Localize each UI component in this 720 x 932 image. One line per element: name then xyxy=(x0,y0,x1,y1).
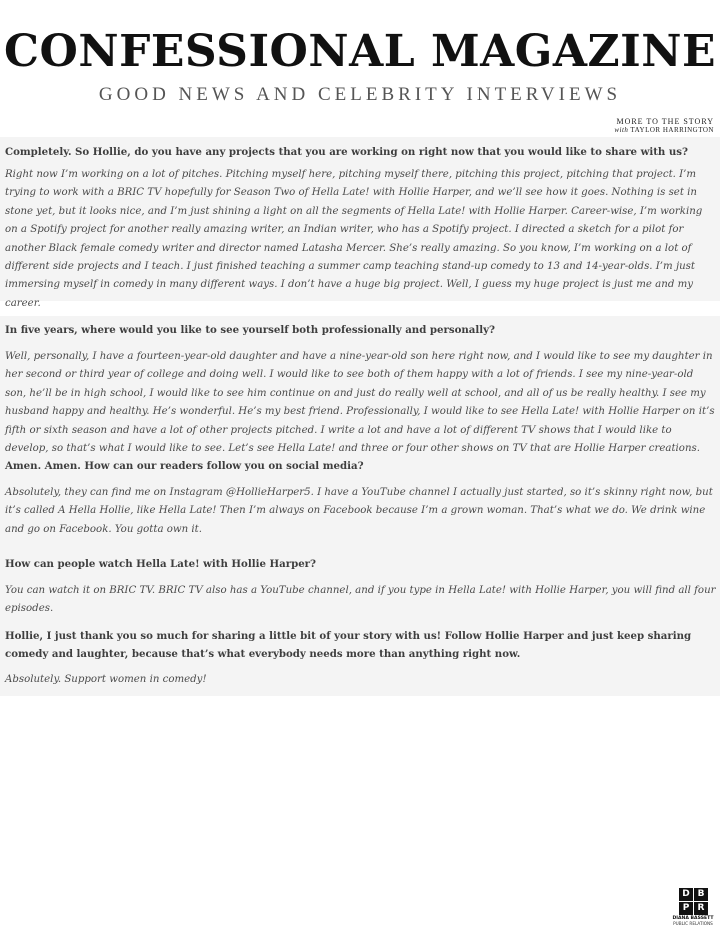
question-social-media: Amen. Amen. How can our readers follow you on social media? xyxy=(5,460,364,472)
dbpr-logo xyxy=(672,888,714,926)
magazine-subtitle: GOOD NEWS AND CELEBRITY INTERVIEWS xyxy=(98,84,622,105)
question-watch: How can people watch Hella Late! with Hollie Harper? xyxy=(5,558,317,570)
question-five-years: In five years, where would you like to see yourself both professionally and personally? xyxy=(5,324,496,336)
logo-company-name: DIANA BASSETT xyxy=(672,916,714,921)
answer-watch: You can watch it on BRIC TV. BRIC TV also has a YouTube channel, and if you type in Hella Late! with Hollie Harper, you will find all four episodes. xyxy=(5,585,716,615)
question-projects: Completely. So Hollie, do you have any projects that you are working on right now that you would like to share with us? xyxy=(5,146,688,158)
series-credit xyxy=(614,117,714,135)
series-title: MORE TO THE STORY xyxy=(616,117,714,126)
magazine-title: CONFESSIONAL MAGAZINE xyxy=(4,26,716,77)
logo-letter: P xyxy=(679,902,693,915)
logo-letter: R xyxy=(694,902,708,915)
series-author xyxy=(614,126,714,135)
answer-social-media: Absolutely, they can find me on Instagram @HollieHarper5. I have a YouTube channel I actually just started, so it’s skinny right now, but it’s called A Hella Hollie, like Hella Late! Then I’m always on Facebook because I’m a grown woman. That’s what we do. We drink wine and go on Facebook. You gotta own it. xyxy=(5,487,713,535)
logo-letter: D xyxy=(679,888,693,901)
author-name: TAYLOR HARRINGTON xyxy=(630,126,714,134)
with-label: with xyxy=(614,126,629,134)
logo-monogram xyxy=(679,888,708,915)
answer-projects: Right now I’m working on a lot of pitches. Pitching myself here, pitching myself there, pitching this project, pitching that project. I’m trying to work with a BRIC TV hopefully for Season Two of Hella Late! with Hollie Harper, and we’ll see how it goes. Nothing is set in stone yet, but it looks nice, and I’m just shining a light on all the segments of Hella Late! with Hollie Harper. Career-wise, I’m working on a Spotify project for another really amazing writer, an Indian writer, who has a Spotify project. I directed a sketch for a pilot for another Black female comedy writer and director named Latasha Mercer. She’s really amazing. So you know, I’m working on a lot of different side projects and I teach. I just finished teaching a summer camp teaching stand-up comedy to 13 and 14-year-olds. I’m just immersing myself in comedy in many different ways. I don’t have a huge big project. Well, I guess my huge project is just me and my career. xyxy=(5,169,703,309)
logo-letter: B xyxy=(694,888,708,901)
closing-statement: Hollie, I just thank you so much for sharing a little bit of your story with us! Follow Hollie Harper and just keep sharing comedy and laughter, because that’s what everybody needs more than anything right now. xyxy=(5,630,692,660)
answer-five-years: Well, personally, I have a fourteen-year-old daughter and have a nine-year-old son here right now, and I would like to see my daughter in her second or third year of college and doing well. I would like to see both of them happy with a lot of friends. I see my nine-year-old son, he’ll be in high school, I would like to see him continue on and just do really well at school, and all of us be really healthy. I see my husband happy and healthy. He’s wonderful. He’s my best friend. Professionally, I would like to see Hella Late! with Hollie Harper on it’s fifth or sixth season and have a lot of other projects pitched. I write a lot and have a lot of different TV shows that I would like to develop, so that’s what I would like to see. Let’s see Hella Late! and three or four other shows on TV that are Hollie Harper creations. xyxy=(5,351,715,455)
logo-tagline: PUBLIC RELATIONS xyxy=(673,921,713,926)
closing-answer: Absolutely. Support women in comedy! xyxy=(5,674,207,685)
